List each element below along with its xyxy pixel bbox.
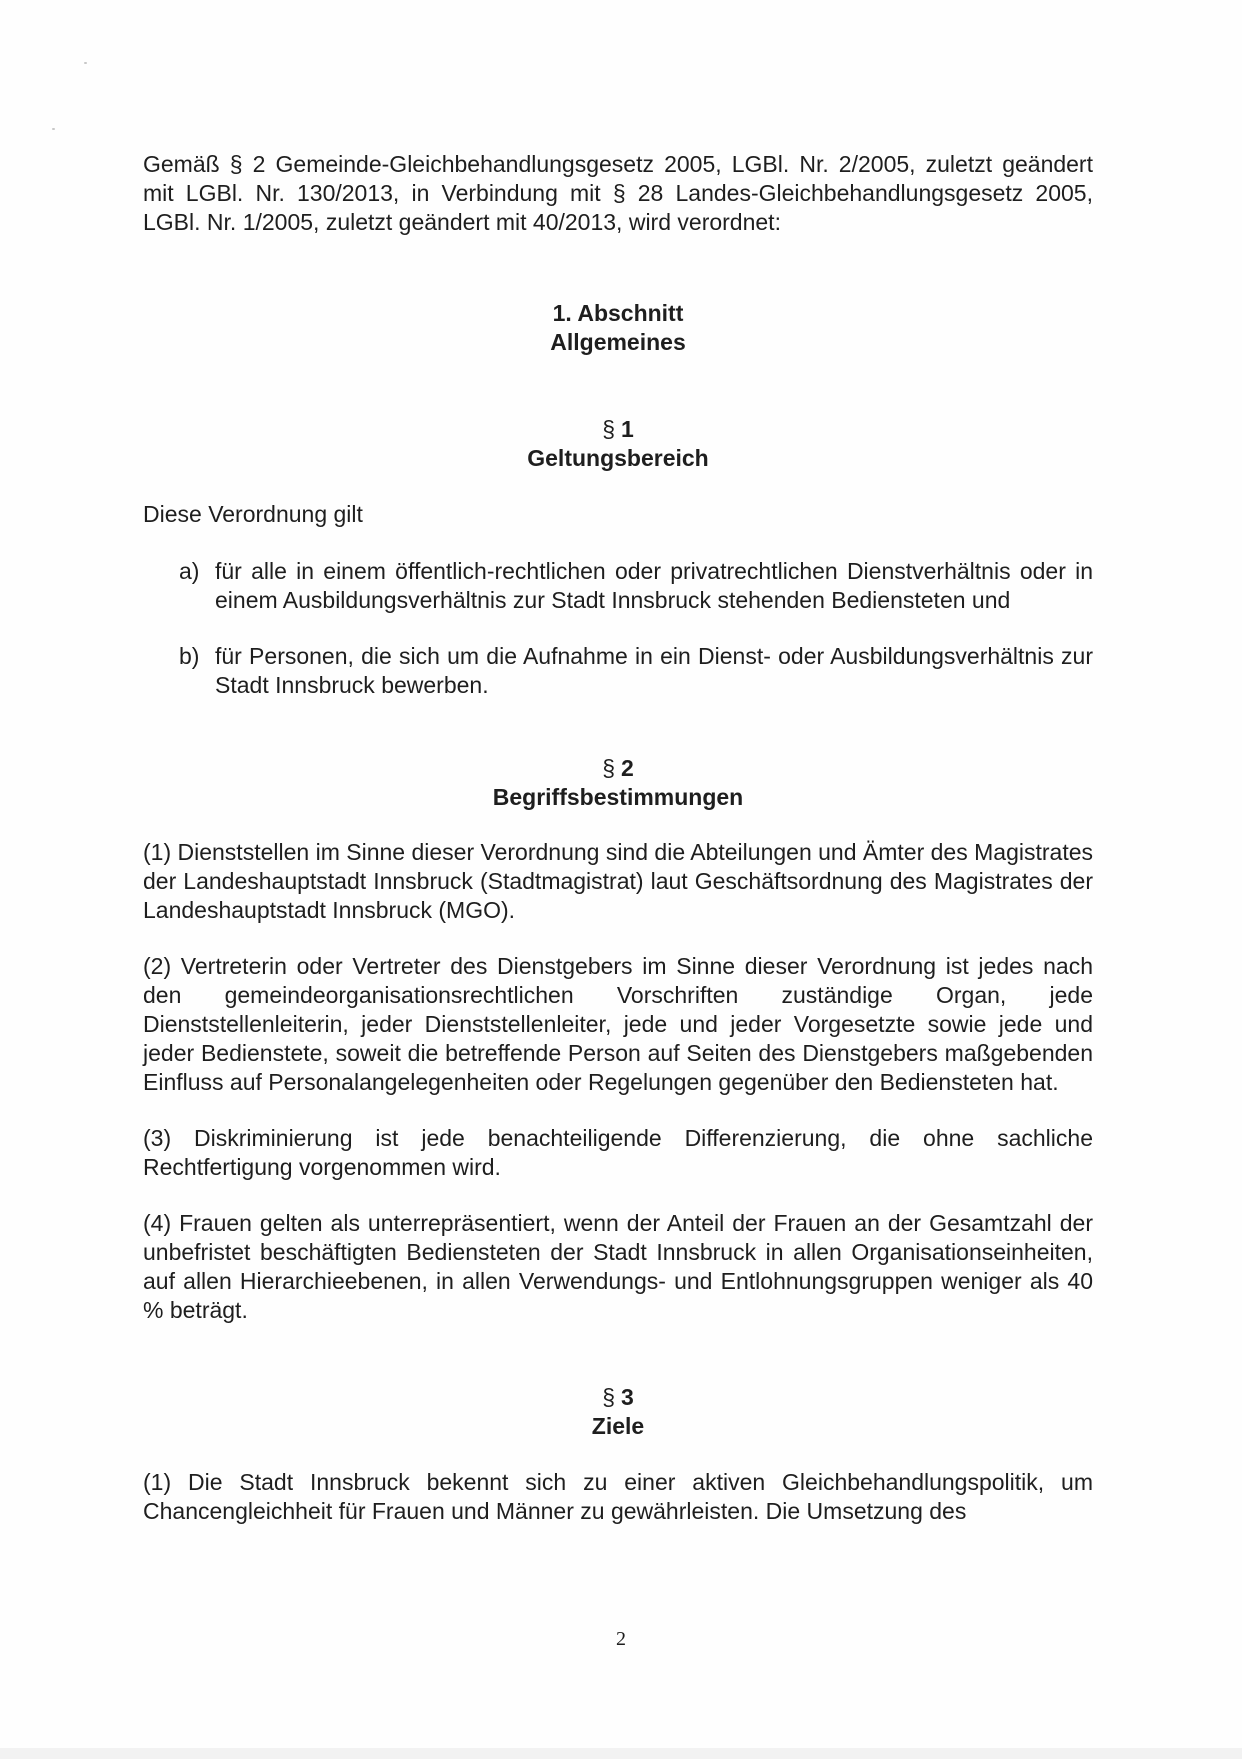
list-item-text: für alle in einem öffentlich-rechtlichen oder privatrechtlichen Dienstverhältnis oder in einem Ausbildungsverhältnis zur Stadt Innsbruck stehenden Bediensteten und	[215, 558, 1093, 613]
list-item	[179, 642, 1093, 700]
paragraph-2-title: Begriffsbestimmungen	[492, 784, 744, 810]
scan-speck	[84, 62, 87, 64]
scope-lead: Diese Verordnung gilt	[143, 501, 363, 527]
page-number: 2	[616, 1628, 626, 1650]
paragraph-2-number: 2	[621, 755, 634, 781]
definition-paragraph: (1) Dienststellen im Sinne dieser Verordnung sind die Abteilungen und Ämter des Magistrates der Landeshauptstadt Innsbruck (Stadtmagistrat) laut Geschäftsordnung des Magistrates der Landeshauptstadt Innsbruck (MGO).	[143, 839, 1093, 923]
scan-speck	[52, 128, 55, 130]
paragraph-1-heading	[143, 415, 1093, 444]
paragraph-symbol: §	[602, 755, 615, 781]
section-number: 1. Abschnitt	[552, 300, 684, 326]
section-title: Allgemeines	[550, 329, 686, 355]
scope-list	[143, 557, 1093, 700]
paragraph-2-heading	[143, 754, 1093, 783]
list-item	[179, 557, 1093, 615]
paragraph-1-number: 1	[621, 416, 634, 442]
paragraph-symbol: §	[602, 416, 615, 442]
list-marker: b)	[179, 643, 200, 669]
paragraph-1-title: Geltungsbereich	[527, 445, 709, 471]
definition-paragraph: (2) Vertreterin oder Vertreter des Dienstgebers im Sinne dieser Verordnung ist jedes nach den gemeindeorganisationsrechtlichen Vorschriften zuständige Organ, jede Dienststellenleiterin, jeder Dienststellenleiter, jede und jeder Vorgesetzte sowie jede und jeder Bedienstete, soweit die betreffende Person auf Seiten des Dienstgebers maßgebenden Einfluss auf Personalangelegenheiten oder Regelungen gegenüber den Bediensteten hat.	[143, 953, 1093, 1095]
list-item-text: für Personen, die sich um die Aufnahme in ein Dienst- oder Ausbildungsverhältnis zur Stadt Innsbruck bewerben.	[215, 643, 1093, 698]
list-marker: a)	[179, 558, 200, 584]
definition-paragraph: (4) Frauen gelten als unterrepräsentiert, wenn der Anteil der Frauen an der Gesamtzahl der unbefristet beschäftigten Bediensteten der Stadt Innsbruck in allen Organisationseinheiten, auf allen Hierarchieebenen, in allen Verwendungs- und Entlohnungsgruppen weniger als 40 % beträgt.	[143, 1210, 1093, 1323]
scan-edge	[0, 1748, 1242, 1759]
goals-paragraph: (1) Die Stadt Innsbruck bekennt sich zu einer aktiven Gleichbehandlungspolitik, um Chancengleichheit für Frauen und Männer zu gewährleisten. Die Umsetzung des	[143, 1469, 1093, 1524]
paragraph-3-heading	[143, 1383, 1093, 1412]
intro-paragraph: Gemäß § 2 Gemeinde-Gleichbehandlungsgesetz 2005, LGBl. Nr. 2/2005, zuletzt geändert mit LGBl. Nr. 130/2013, in Verbindung mit § 28 Landes-Gleichbehandlungsgesetz 2005, LGBl. Nr. 1/2005, zuletzt geändert mit 40/2013, wird verordnet:	[143, 151, 1093, 235]
document-body	[143, 150, 1093, 1526]
definition-paragraph: (3) Diskriminierung ist jede benachteiligende Differenzierung, die ohne sachliche Rechtfertigung vorgenommen wird.	[143, 1125, 1093, 1180]
paragraph-symbol: §	[602, 1384, 615, 1410]
paragraph-3-number: 3	[621, 1384, 634, 1410]
paragraph-3-title: Ziele	[591, 1413, 645, 1439]
